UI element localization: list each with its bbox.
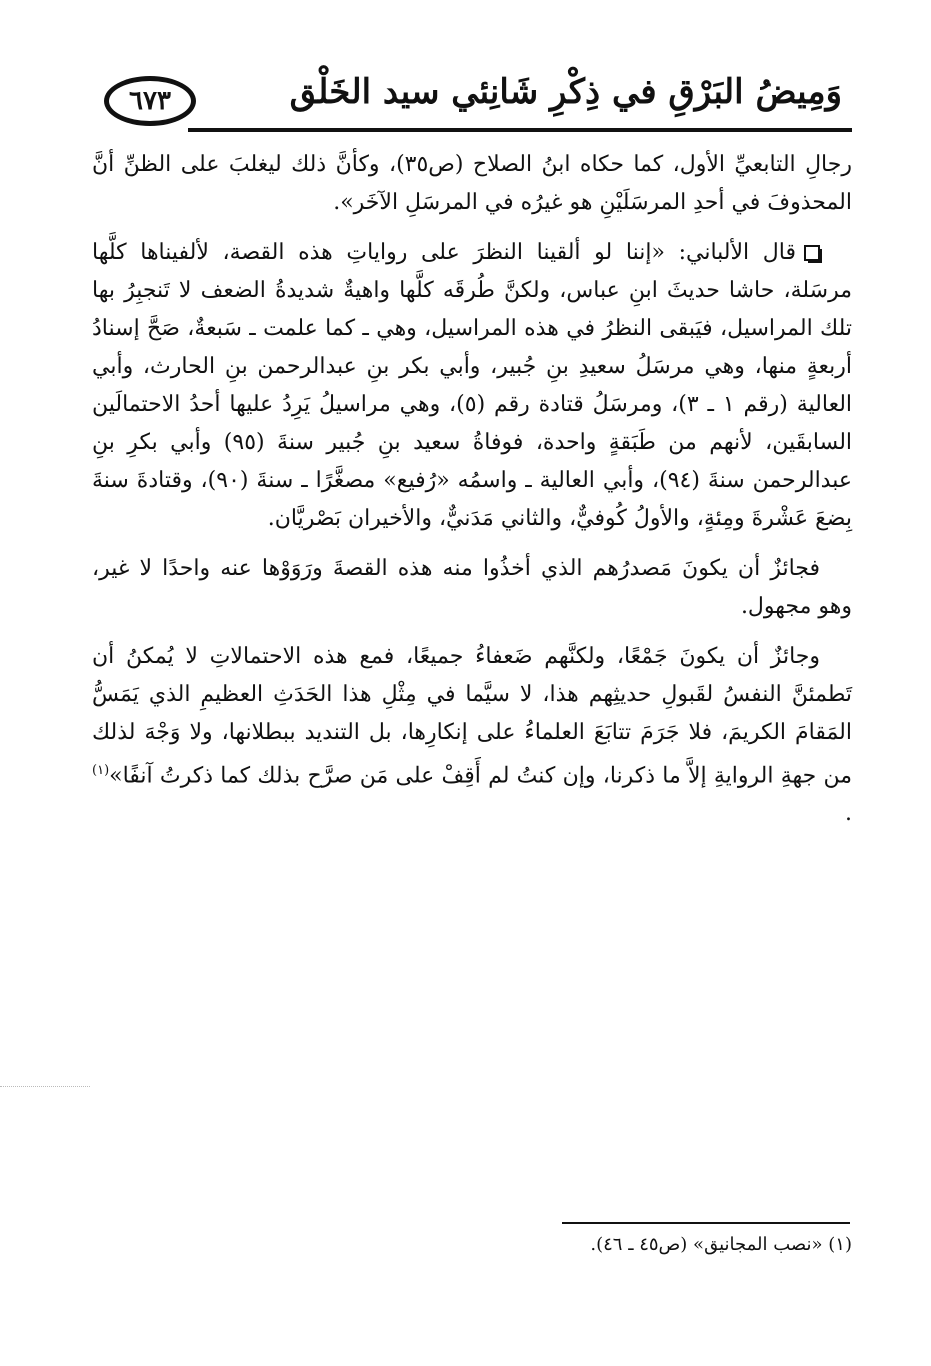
paragraph-1-text: رجالِ التابعيِّ الأول، كما حكاه ابنُ الصلاح (ص٣٥)، وكأنَّ ذلك ليغلبَ على الظنِّ أنَّ المحذوفَ في أحدِ المرسَلَيْنِ هو غيرُه في المرسَلِ الآخَر». [92,152,852,215]
main-text [92,146,852,845]
page-number: ٦٧٣ [129,86,171,116]
book-title: وَمِيضُ البَرْقِ في ذِكْرِ شَانِئي سيد الخَلْق [289,72,842,112]
paragraph-1 [92,146,852,222]
paragraph-4-text: وجائزٌ أن يكونَ جَمْعًا، ولكنَّهم ضَعفاءُ جميعًا، فمع هذه الاحتمالاتِ لا يُمكنُ أن تَطمئنَّ النفسُ لقَبولِ حديثِهم هذا، لا سيَّما في مِثْلِ هذا الحَدَثِ العظيمِ الذي يَمَسُّ المَقامَ الكريمَ، فلا جَرَمَ تتابَعَ العلماءُ على إنكارِها، بل التنديد ببطلانها، ولا وَجْهَ لذلك من جهةِ الروايةِ إلاَّ ما ذكرنا، وإن كنتُ لم أَقِفْ على مَن صرَّح بذلك كما ذكرتُ آنفًا» [92,644,852,789]
paragraph-3 [92,550,852,626]
footnote-reference: (١) [92,763,110,778]
paragraph-4: وجائزٌ أن يكونَ جَمْعًا، ولكنَّهم ضَعفاءُ جميعًا، فمع هذه الاحتمالاتِ لا يُمكنُ أن تَطمئنَّ النفسُ لقَبولِ حديثِهم هذا، لا سيَّما في مِثْلِ هذا الحَدَثِ العظيمِ الذي يَمَسُّ المَقامَ الكريمَ، فلا جَرَمَ تتابَعَ العلماءُ على إنكارِها، بل التنديد ببطلانها، ولا وَجْهَ لذلك من جهةِ الروايةِ إلاَّ ما ذكرنا، وإن كنتُ لم أَقِفْ على مَن صرَّح بذلك كما ذكرتُ آنفًا»$^{(١)}$ . [92,644,852,827]
footnote-divider [562,1222,850,1224]
page-header [92,50,852,146]
paragraph-2 [92,234,852,538]
margin-scan-artifact [0,1086,90,1087]
header-divider [188,128,852,132]
paragraph-3-text: فجائزٌ أن يكونَ مَصدرُهم الذي أخذُوا منه هذه القصةَ ورَوَوْها عنه واحدًا لا غير، وهو مجهول. [92,556,852,619]
square-bullet-icon [804,245,820,261]
paragraph-2-text: قال الألباني: «إننا لو ألقينا النظرَ على رواياتِ هذه القصة، لألفيناها كلَّها مرسَلة، حاشا حديثَ ابنِ عباس، ولكنَّ طُرقَه كلَّها واهيةٌ شديدةُ الضعف لا تَنجبِرُ بها تلك المراسيل، فيَبقى النظرُ في هذه المراسيل، وهي ـ كما علمت ـ سَبعةٌ، صَحَّ إسنادُ أربعةٍ منها، وهي مرسَلُ سعيدِ بنِ جُبير، وأبي بكر بنِ عبدالرحمن بنِ الحارث، وأبي العالية (رقم ١ ـ ٣)، ومرسَلُ قتادة رقم (٥)، وهي مراسيلُ يَرِدُ عليها أحدُ الاحتمالَين السابقَين، لأنهم من طَبَقةٍ واحدة، فوفاةُ سعيد بنِ جُبير سنةَ (٩٥) وأبي بكرِ بنِ عبدالرحمن سنةَ (٩٤)، وأبي العالية ـ واسمُه «رُفيع» مصغَّرًا ـ سنةَ (٩٠)، وقتادةَ سنةَ بِضعَ عَشْرةَ ومِئةٍ، والأولُ كُوفيٌّ، والثاني مَدَنيٌّ، والأخيران بَصْريَّان. [92,240,853,531]
footnote-text: (١) «نصب المجانيق» (ص٤٥ ـ ٤٦). [590,1234,852,1255]
page-number-badge [104,76,196,126]
footnote [92,1230,852,1260]
